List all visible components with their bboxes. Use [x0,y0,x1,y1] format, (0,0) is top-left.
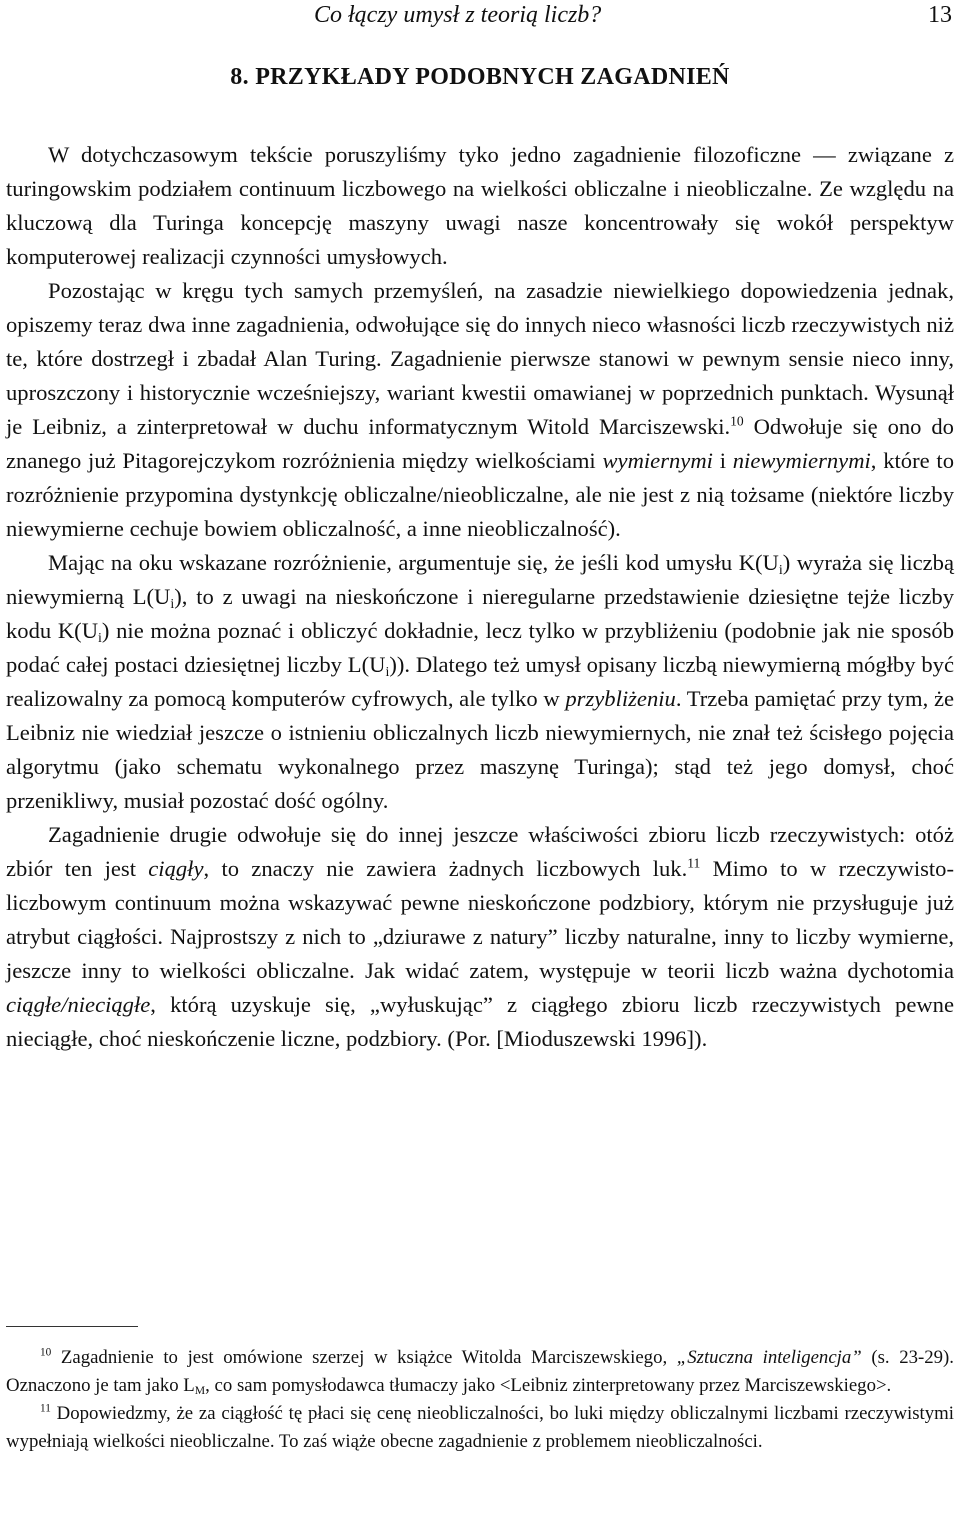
footnote-number: 10 [40,1346,52,1359]
running-title: Co łączy umysł z teorią liczb? [314,2,602,28]
footnote-ref-11: 11 [687,855,701,871]
subscript-m: M [194,1384,206,1398]
subscript-i: i [170,597,175,613]
italic-term: wymiernymi [602,448,713,473]
footnotes [6,1344,954,1456]
italic-term: ciągłe/nieciągłe [6,992,151,1017]
text-run: ) nie można poznać i obliczyć dokładnie, lecz tylko w przybliżeniu (podobnie jak nie sposób podać całej postaci dziesiętnej liczby L(U [6,618,954,677]
text-run: , które to rozróżnienie przypomina dystynkcję obliczalne/nieobliczalne, ale nie jest z nią tożsame (niektóre liczby niewymierne cechuje bowiem obliczalność, a inne nieobliczalność). [6,448,954,541]
italic-term: niewymiernymi [732,448,871,473]
text-run: Mimo to w rzeczywisto-liczbowym continuum można wskazywać pewne nieskończone podzbiory, którym nie przysługuje już atrybut ciągłości. Najprostszy z nich to „dziurawe z natury” liczby naturalne, inny to liczby wymierne, jeszcze inny to wielkości obliczalne. Jak widać zatem, występuje w teorii liczb ważna dychotomia [6,856,954,983]
text-run: (s. 23-29). Oznaczono je tam jako L [6,1347,954,1396]
footnote-10 [6,1344,954,1400]
footnote-11 [6,1400,954,1456]
text-run: Zagadnienie drugie odwołuje się do innej jeszcze właściwości zbioru liczb rzeczywistych: otóż zbiór ten jest [6,822,954,881]
text-run: )). Dlatego też umysł opisany liczbą niewymierną mógłby być realizowalny za pomocą komputerów cyfrowych, ale tylko w [6,652,955,711]
text-run: i [712,448,733,473]
text-run: . Trzeba pamiętać przy tym, że Leibniz nie wiedział jeszcze o istnieniu obliczalnych liczb niewymiernych, nie znał też ścisłego pojęcia algorytmu (jako schematu wykonalnego przez maszynę Turinga); stąd też jego domysł, choć przenikliwy, musiał pozostać dość ogólny. [6,686,955,813]
subscript-i: i [778,563,783,579]
text-run: Mając na oku wskazane rozróżnienie, argumentuje się, że jeśli kod umysłu K(U [48,550,779,575]
footnote-divider [6,1326,138,1327]
section-heading: 8. PRZYKŁADY PODOBNYCH ZAGADNIEŃ [230,64,730,90]
paragraph-1: W dotychczasowym tekście poruszyliśmy tyko jedno zagadnienie filozoficzne — związane z turingowskim podziałem continuum liczbowego na wielkości obliczalne i nieobliczalne. Ze względu na kluczową dla Turinga koncepcję maszyny uwagi nasze koncentrowały się wokół perspektyw komputerowej realizacji czynności umysłowych. [6,142,954,269]
italic-term: przybliżeniu [565,686,676,711]
paragraph-4 [6,818,954,1056]
text-run: ), to z uwagi na nieskończone i nieregularne przedstawienie dziesiętne tejże liczby kodu K(U [6,584,955,643]
body-text [6,138,954,1056]
subscript-i: i [385,665,390,681]
paragraph-3 [6,546,954,818]
italic-title: „Sztuczna inteligencja” [676,1347,862,1368]
text-run: Odwołuje się ono do znanego już Pitagorejczykom rozróżnienia między wielkościami [6,414,954,473]
text-run: ) wyraża się liczbą niewymierną L(U [6,550,954,609]
text-run: Pozostając w kręgu tych samych przemyśleń, na zasadzie niewielkiego dopowiedzenia jednak, opiszemy teraz dwa inne zagadnienia, odwołujące się do innych nieco własności liczb rzeczywistych niż te, które dostrzegł i zbadał Alan Turing. Zagadnienie pierwsze stanowi w pewnym sensie nieco inny, uproszczony i historycznie wcześniejszy, wariant kwestii omawianej w poprzednich punktach. Wysunął je Leibniz, a zinterpretował w duchu informatycznym Witold Marciszewski. [6,278,954,439]
page-number: 13 [928,2,952,28]
text-run: Dopowiedzmy, że za ciągłość tę płaci się cenę nieobliczalności, bo luki między obliczalnymi liczbami rzeczywistymi wypełniają wielkości nieobliczalne. To zaś wiąże obecne zagadnienie z problemem nieobliczalności. [6,1403,954,1452]
paragraph-2 [6,274,954,546]
subscript-i: i [98,631,102,647]
italic-term: ciągły [148,856,204,881]
running-head [0,2,960,34]
footnote-ref-10: 10 [730,413,744,429]
text-run: , co sam pomysłodawca tłumaczy jako <Leibniz zinterpretowany przez Marciszewskiego>. [205,1375,892,1396]
footnote-number: 11 [40,1402,51,1415]
text-run: Zagadnienie to jest omówione szerzej w książce Witolda Marciszewskiego, [51,1347,677,1368]
text-run: , którą uzyskuje się, „wyłuskując” z ciągłego zbioru liczb rzeczywistych pewne nieciągłe, choć nieskończenie liczne, podzbiory. (Por. [Mioduszewski 1996]). [6,992,954,1051]
text-run: , to znaczy nie zawiera żadnych liczbowych luk. [203,856,688,881]
